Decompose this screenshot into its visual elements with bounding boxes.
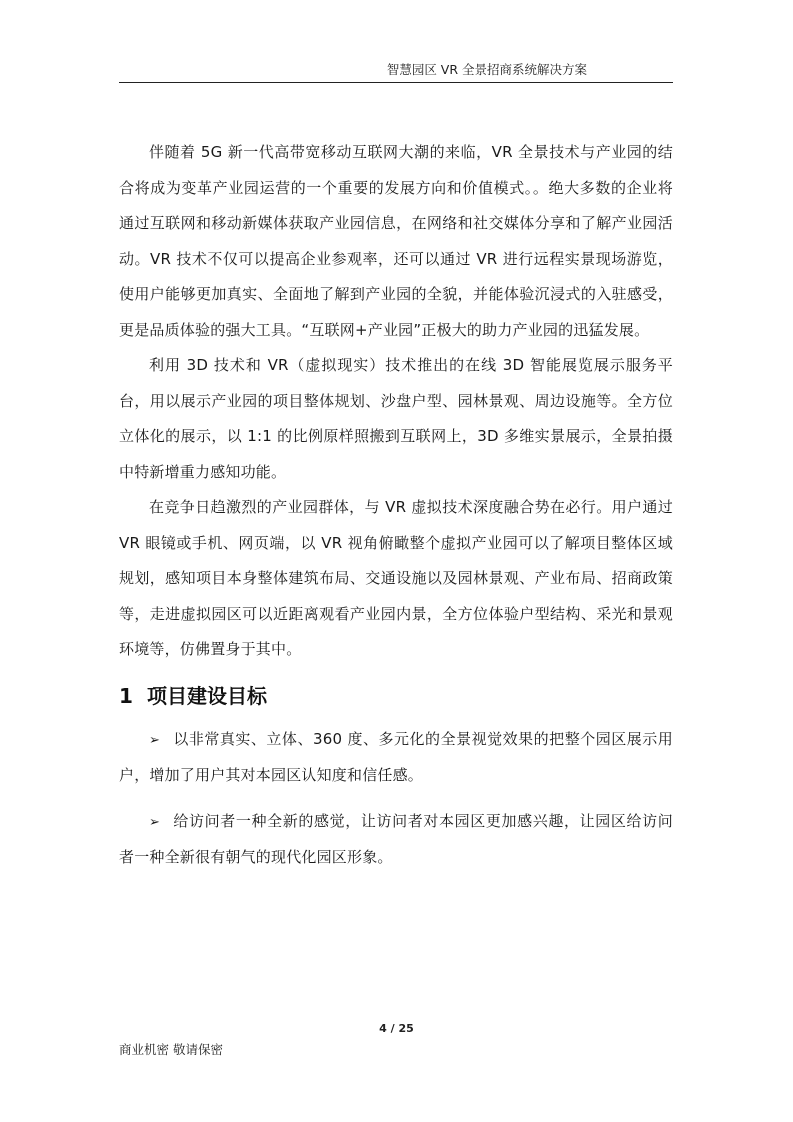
paragraph-intro: 伴随着 5G 新一代高带宽移动互联网大潮的来临，VR 全景技术与产业园的结合将成为变革产业园运营的一个重要的发展方向和价值模式。。绝大多数的企业将通过互联网和移动新媒体获取产业园信息，在网络和社交媒体分享和了解产业园活动。VR 技术不仅可以提高企业参观率，还可以通过 VR 进行远程实景现场游览，使用户能够更加真实、全面地了解到产业园的全貌，并能体验沉浸式的入驻感受，更是品质体验的强大工具。“互联网+产业园”正极大的助力产业园的迅猛发展。 <box>119 143 673 339</box>
section-heading <box>119 676 673 716</box>
page-number: 4 / 25 <box>379 1022 414 1035</box>
footer-confidential-note: 商业机密 敬请保密 <box>119 1042 223 1057</box>
arrow-bullet-icon: ➢ <box>149 732 161 748</box>
paragraph-competition: 在竞争日趋激烈的产业园群体，与 VR 虚拟技术深度融合势在必行。用户通过 VR 眼镜或手机、网页端，以 VR 视角俯瞰整个虚拟产业园可以了解项目整体区域规划，感知项目本身整体建筑布局、交通设施以及园林景观、产业布局、招商政策等，走进虚拟园区可以近距离观看产业园内景，全方位体验户型结构、采光和景观环境等，仿佛置身于其中。 <box>119 498 673 658</box>
bullet-text: 以非常真实、立体、360 度、多元化的全景视觉效果的把整个园区展示用户，增加了用户其对本园区认知度和信任感。 <box>119 729 673 784</box>
page-header <box>119 58 673 83</box>
header-title: 智慧园区 VR 全景招商系统解决方案 <box>386 62 587 77</box>
paragraph-platform: 利用 3D 技术和 VR（虚拟现实）技术推出的在线 3D 智能展览展示服务平台，用以展示产业园的项目整体规划、沙盘户型、园林景观、周边设施等。全方位立体化的展示，以 1:1 的比例原样照搬到互联网上，3D 多维实景展示，全景拍摄中特新增重力感知功能。 <box>119 356 673 481</box>
bullet-item <box>119 804 673 876</box>
section-number: 1 <box>119 683 133 708</box>
bullet-item <box>119 722 673 794</box>
section-title: 项目建设目标 <box>147 683 267 708</box>
arrow-bullet-icon: ➢ <box>149 814 161 830</box>
document-body <box>119 135 673 876</box>
bullet-text: 给访问者一种全新的感觉，让访问者对本园区更加感兴趣，让园区给访问者一种全新很有朝气的现代化园区形象。 <box>119 811 673 866</box>
